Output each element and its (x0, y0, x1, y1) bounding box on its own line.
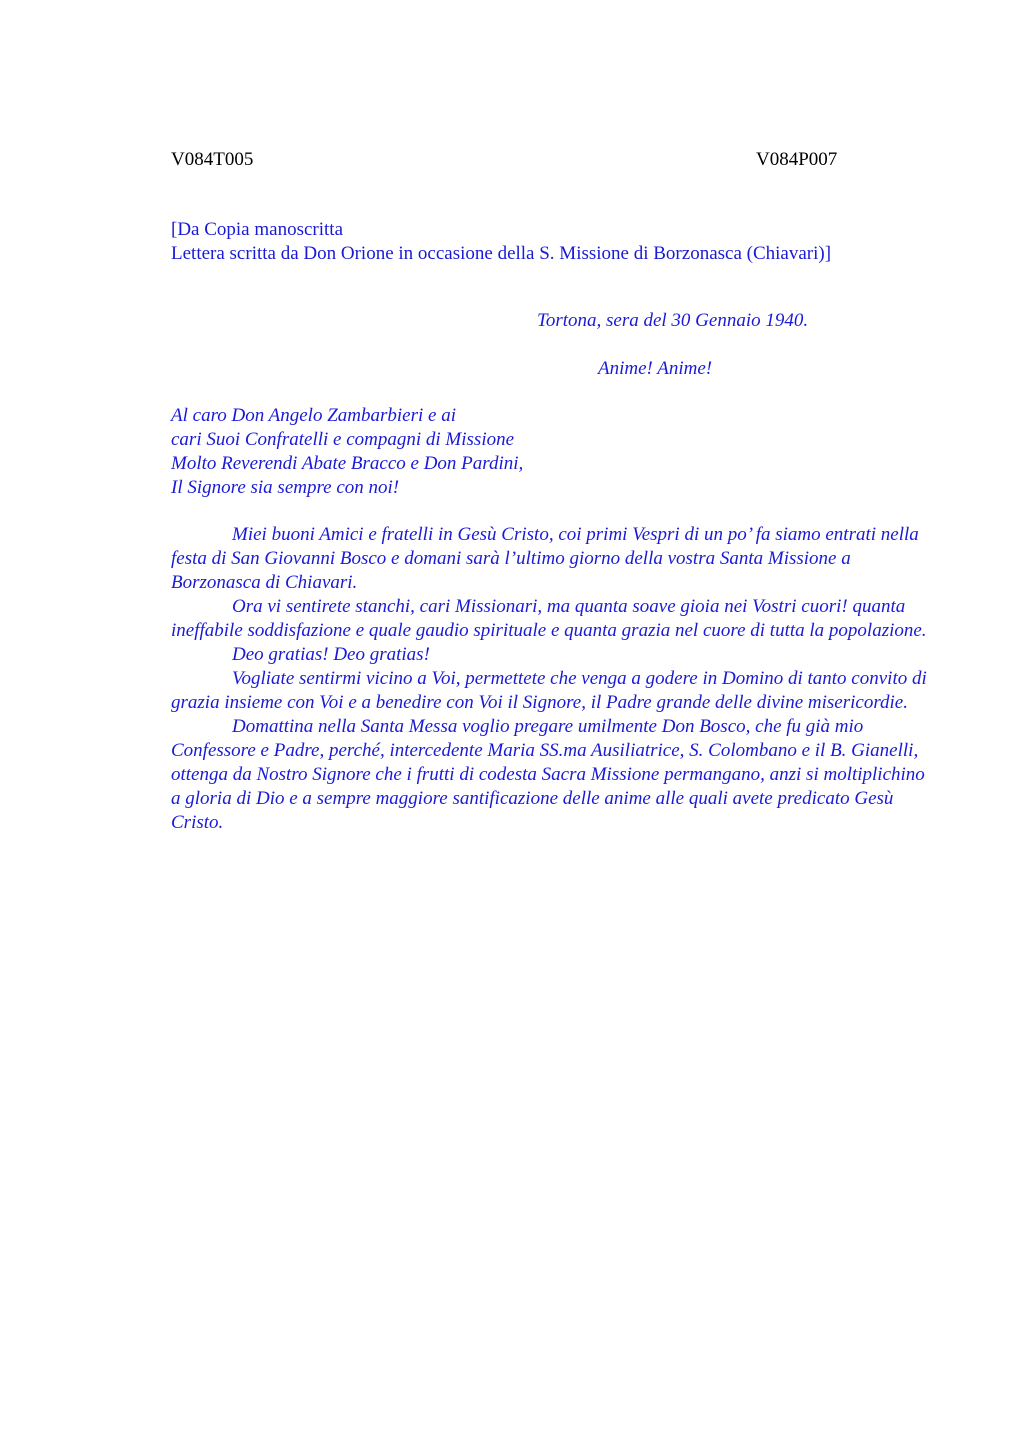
document-code-left: V084T005 (171, 149, 254, 170)
letter-address (171, 404, 523, 500)
address-line: cari Suoi Confratelli e compagni di Missione (171, 429, 515, 450)
letter-paragraph: Deo gratias! Deo gratias! (232, 644, 430, 665)
source-note (171, 218, 831, 266)
source-note-line-1: [Da Copia manoscritta (171, 219, 344, 240)
letter-motto: Anime! Anime! (598, 358, 713, 379)
letter-date: Tortona, sera del 30 Gennaio 1940. (537, 310, 809, 331)
source-note-line-2: Lettera scritta da Don Orione in occasione della S. Missione di Borzonasca (Chiavari)] (171, 243, 832, 264)
letter-paragraph: Ora vi sentirete stanchi, cari Missionari, ma quanta soave gioia nei Vostri cuori! quanta ineffabile soddisfazione e quale gaudio spirituale e quanta grazia nel cuore di tutta la popolazione. (171, 596, 927, 641)
letter-paragraph: Vogliate sentirmi vicino a Voi, permettete che venga a godere in Domino di tanto convito di grazia insieme con Voi e a benedire con Voi il Signore, il Padre grande delle divine misericordie. (171, 668, 927, 713)
document-code-right: V084P007 (756, 149, 838, 170)
letter-paragraph: Miei buoni Amici e fratelli in Gesù Cristo, coi primi Vespri di un po’ fa siamo entrati nella festa di San Giovanni Bosco e domani sarà l’ultimo giorno della vostra Santa Missione a Borzonasca di Chiavari. (171, 524, 919, 593)
letter-body (171, 523, 927, 835)
address-line: Al caro Don Angelo Zambarbieri e ai (171, 405, 456, 426)
letter-paragraph: Domattina nella Santa Messa voglio pregare umilmente Don Bosco, che fu già mio Confessore e Padre, perché, intercedente Maria SS.ma Ausiliatrice, S. Colombano e il B. Gianelli, ottenga da Nostro Signore che i frutti di codesta Sacra Missione permangano, anzi si moltiplichino a gloria di Dio e a sempre maggiore santificazione delle anime alle quali avete predicato Gesù Cristo. (171, 716, 925, 833)
address-line: Il Signore sia sempre con noi! (171, 477, 400, 498)
address-line: Molto Reverendi Abate Bracco e Don Pardini, (171, 453, 524, 474)
